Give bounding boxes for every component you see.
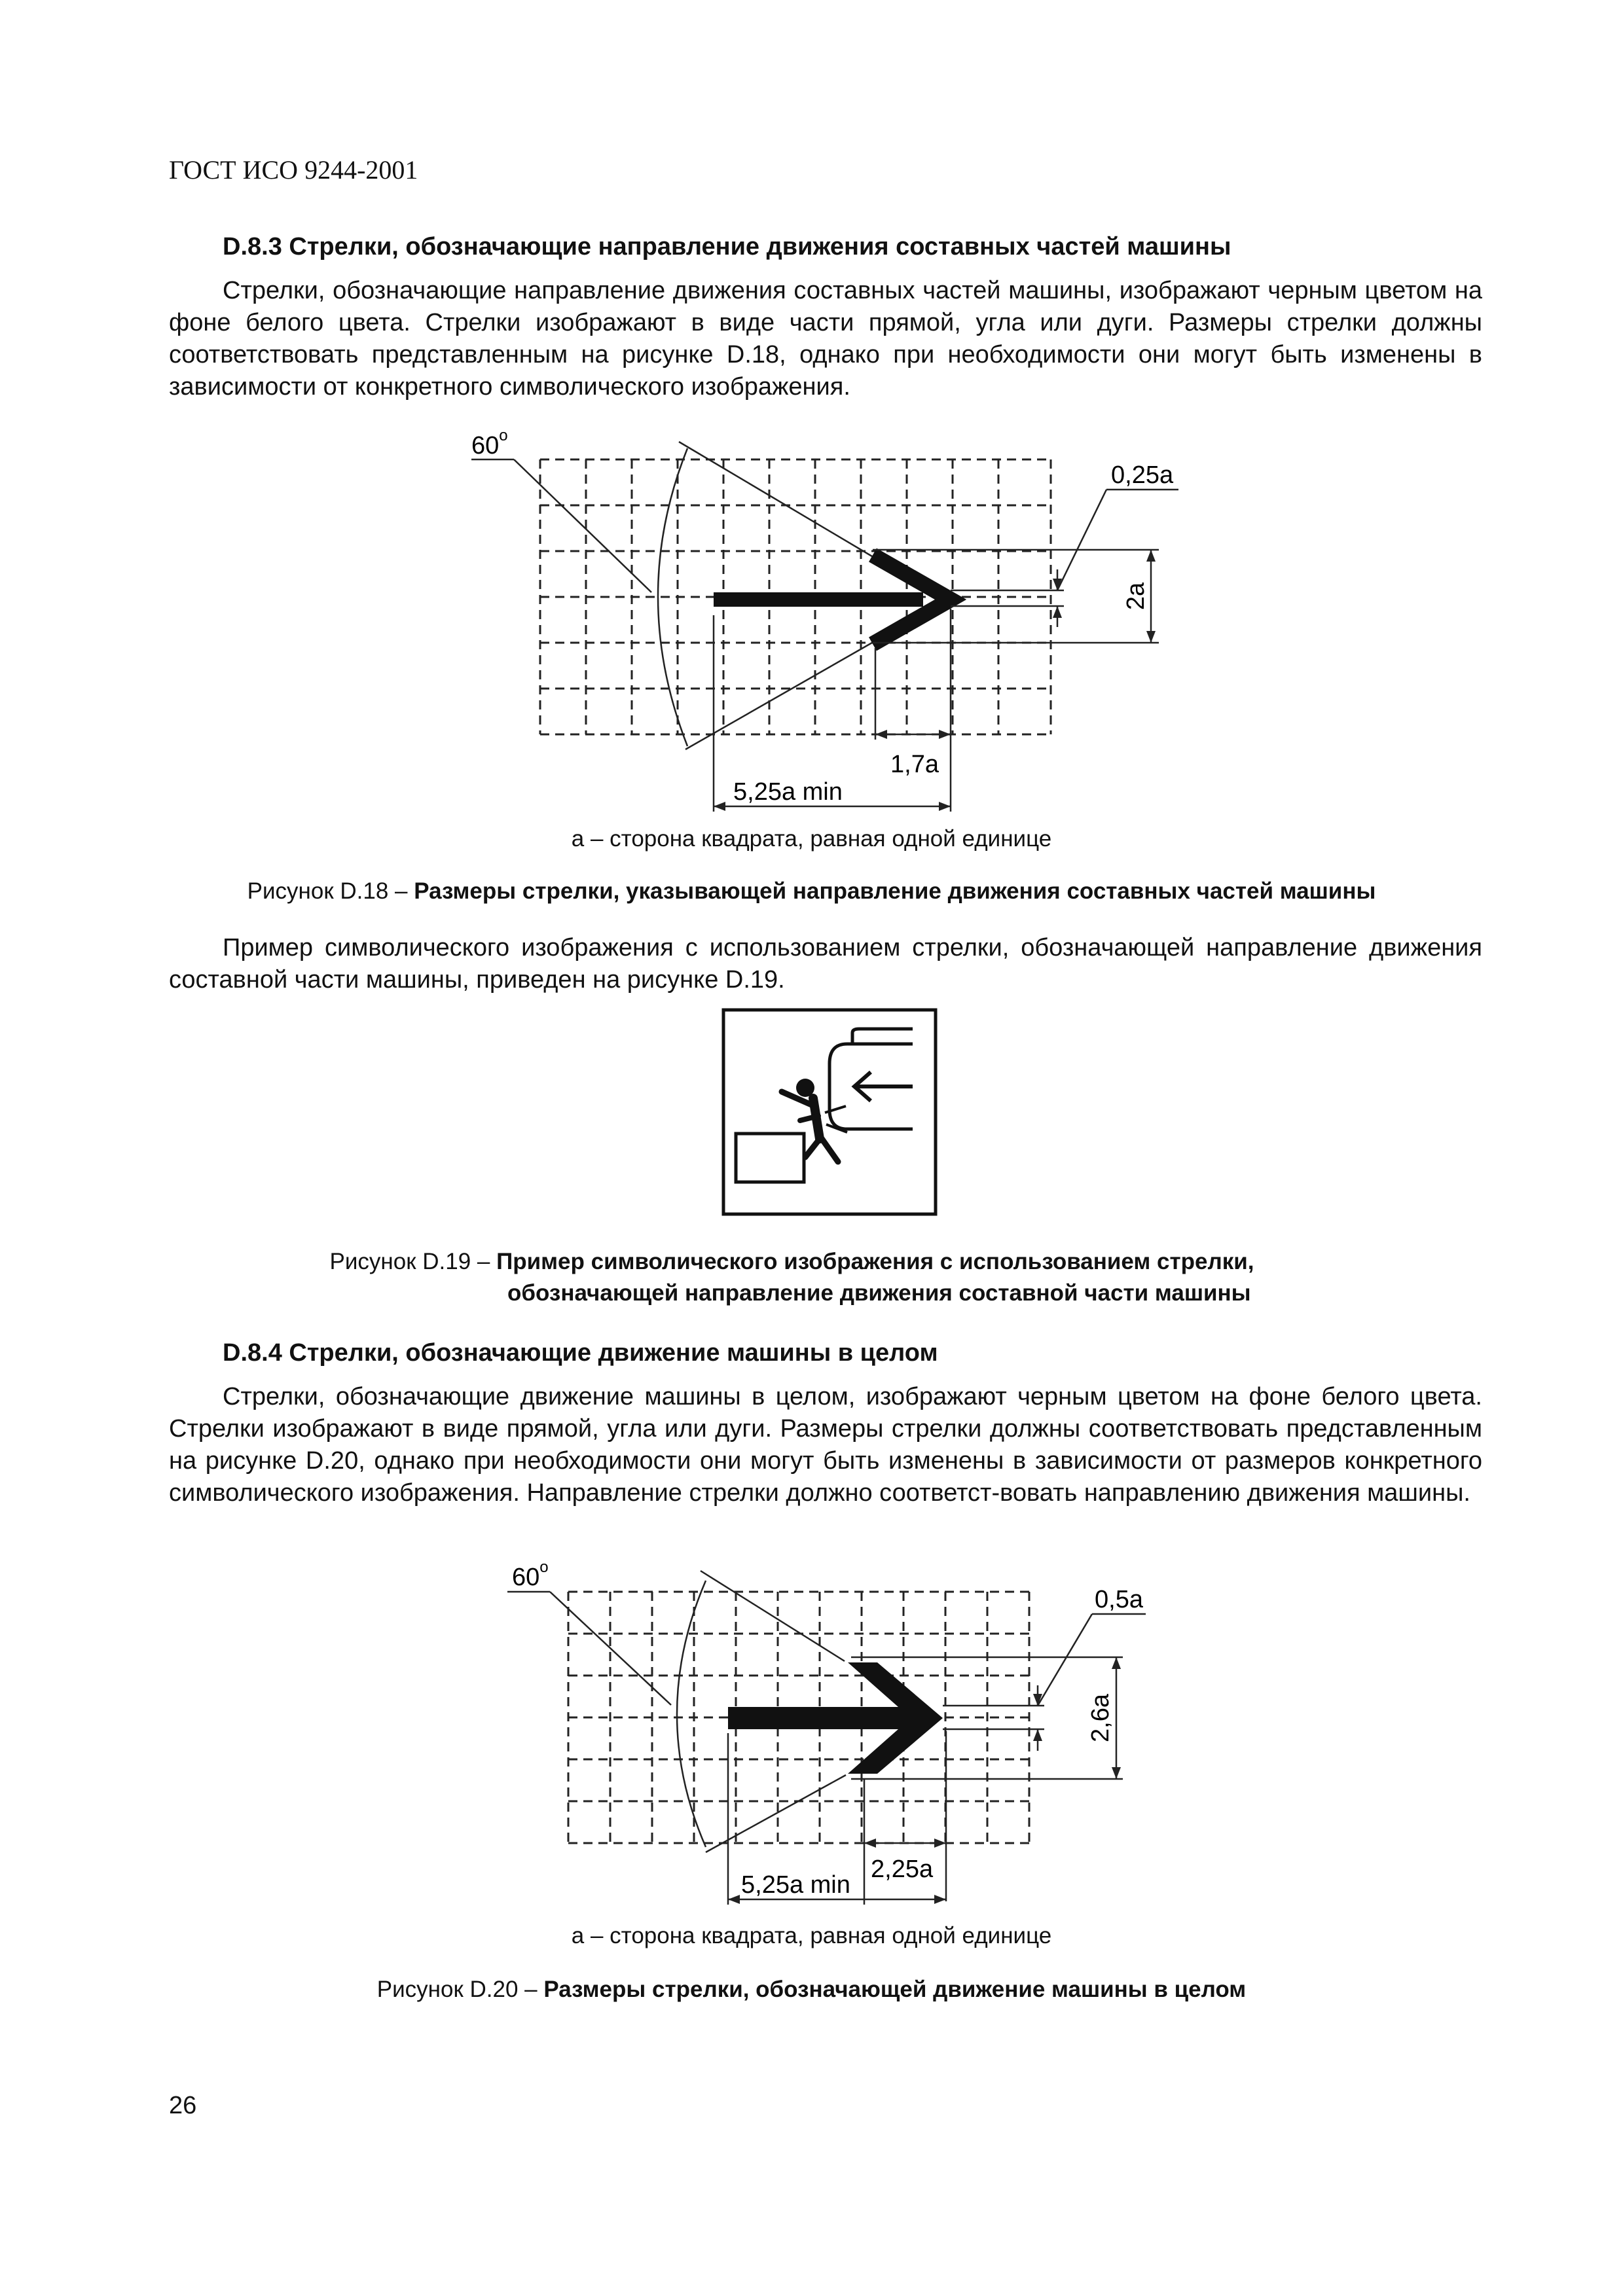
figure-d20-arrow-dimensions	[458, 1551, 1178, 1918]
figure-d19-pictogram	[721, 1008, 938, 1216]
section-heading-d84: D.8.4 Стрелки, обозначающие движение машины в целом	[223, 1339, 938, 1367]
figure-d18-angle-label: 60$^o$	[471, 427, 508, 459]
figure-d20-tip-label: 0,5a	[1095, 1586, 1143, 1613]
figure-d20-arrow-shaft	[728, 1707, 898, 1729]
section-heading-d83: D.8.3 Стрелки, обозначающие направление движения составных частей машины	[223, 233, 1231, 260]
figure-d19-caption-line1: Рисунок D.19 – Пример символического изображения с использованием стрелки,	[329, 1249, 1254, 1274]
figure-d20-angle-label: 60$^o$	[512, 1558, 549, 1591]
figure-d18-total-length-label: 5,25a min	[733, 778, 843, 806]
figure-d20-height-label: 2,6a	[1087, 1694, 1114, 1742]
figure-d20-total-length-label: 5,25a min	[741, 1871, 850, 1899]
section-paragraph-d83: Стрелки, обозначающие направление движения составных частей машины, изображают черным цветом на фоне белого цвета. Стрелки изображают в виде части прямой, угла или дуги. Размеры стрелки должны соответствовать представленным на рисунке D.18, однако при необходимости они могут быть изменены в зависимости от конкретного символического изображения.	[169, 277, 1482, 401]
figure-d19-caption-line2: обозначающей направление движения составной части машины	[507, 1280, 1251, 1306]
figure-d20-angle-arc	[677, 1581, 706, 1847]
figure-d18-tip-leader	[1057, 490, 1106, 590]
figure-d18-head-length-label: 1,7a	[890, 751, 939, 778]
figure-d20-caption: Рисунок D.20 – Размеры стрелки, обозначающей движение машины в целом	[376, 1977, 1247, 2002]
figure-d18-note: a – сторона квадрата, равная одной единице	[571, 826, 1052, 852]
figure-d20-angle-line-top	[701, 1571, 845, 1661]
figure-d18-tip-label: 0,25a	[1111, 461, 1174, 489]
figure-d20-head-length-label: 2,25a	[871, 1856, 934, 1883]
section-paragraph-d84: Стрелки, обозначающие движение машины в целом, изображают черным цветом на фоне белого цвета. Стрелки изображают в виде прямой, угла или дуги. Размеры стрелки должны соответствовать представленным на рисунке D.20, однако при необходимости они могут быть изменены в зависимости от размеров конкретного символического изображения. Направление стрелки должно соответст-вовать направлению движения машины.	[169, 1383, 1482, 1507]
example-paragraph: Пример символического изображения с использованием стрелки, обозначающей направление движения составной части машины, приведен на рисунке D.19.	[169, 934, 1482, 994]
figure-d18-arrow-dimensions	[419, 419, 1205, 825]
page-number: 26	[169, 2092, 197, 2119]
figure-d18-arrow-shaft	[714, 592, 923, 607]
figure-d20-note: a – сторона квадрата, равная одной единице	[571, 1923, 1052, 1948]
document-header: ГОСТ ИСО 9244-2001	[169, 155, 418, 185]
figure-d18-height-label: 2a	[1122, 582, 1150, 611]
figure-d20-tip-leader	[1038, 1614, 1092, 1706]
figure-d20-angle-line-bottom	[706, 1775, 846, 1852]
figure-d19-box	[736, 1134, 804, 1182]
figure-d18-caption: Рисунок D.18 – Размеры стрелки, указывающей направление движения составных частей машины	[247, 878, 1376, 904]
